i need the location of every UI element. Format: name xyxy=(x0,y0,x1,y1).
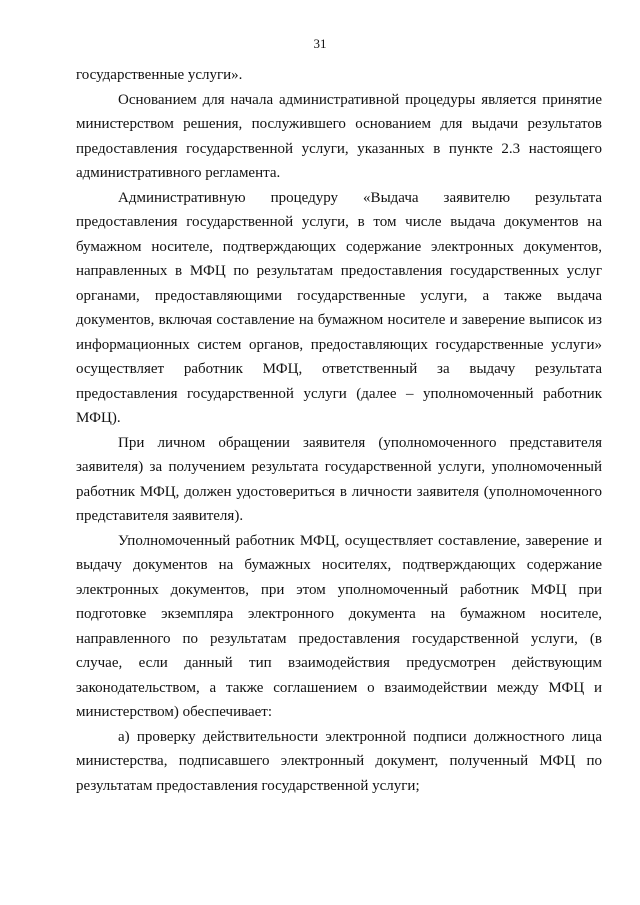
paragraph-procedure: Административную процедуру «Выдача заявителю результата предоставления государственной услуги, в том числе выдача документов на бумажном носителе, подтверждающих содержание электронных документов, направленных в МФЦ по результатам предоставления государственных услуг органами, предоставляющими государственные услуги, а также выдача документов, включая составление на бумажном носителе и заверение выписок из информационных систем органов, предоставляющих государственные услуги» осуществляет работник МФЦ, ответственный за выдачу результата предоставления государственной услуги (далее – уполномоченный работник МФЦ). xyxy=(76,189,602,426)
document-body xyxy=(76,63,602,798)
paragraph-personal-appeal: При личном обращении заявителя (уполномоченного представителя заявителя) за получением результата государственной услуги, уполномоченный работник МФЦ, должен удостовериться в личности заявителя (уполномоченного представителя заявителя). xyxy=(76,434,602,524)
paragraph-basis: Основанием для начала административной процедуры является принятие министерством решения, послужившего основанием для выдачи результатов предоставления государственной услуги, указанных в пункте 2.3 настоящего административного регламента. xyxy=(76,91,602,181)
paragraph-item-a: а) проверку действительности электронной подписи должностного лица министерства, подписавшего электронный документ, полученный МФЦ по результатам предоставления государственной услуги; xyxy=(76,728,602,794)
paragraph-continuation: государственные услуги». xyxy=(76,67,243,83)
page-number: 31 xyxy=(313,36,327,51)
paragraph-mfc-worker: Уполномоченный работник МФЦ, осуществляет составление, заверение и выдачу документов на бумажных носителях, подтверждающих содержание электронных документов, при этом уполномоченный работник МФЦ при подготовке экземпляра электронного документа на бумажном носителе, направленного по результатам предоставления государственной услуги, (в случае, если данный тип взаимодействия предусмотрен действующим законодательством, а также соглашением о взаимодействии между МФЦ и министерством) обеспечивает: xyxy=(76,532,602,720)
